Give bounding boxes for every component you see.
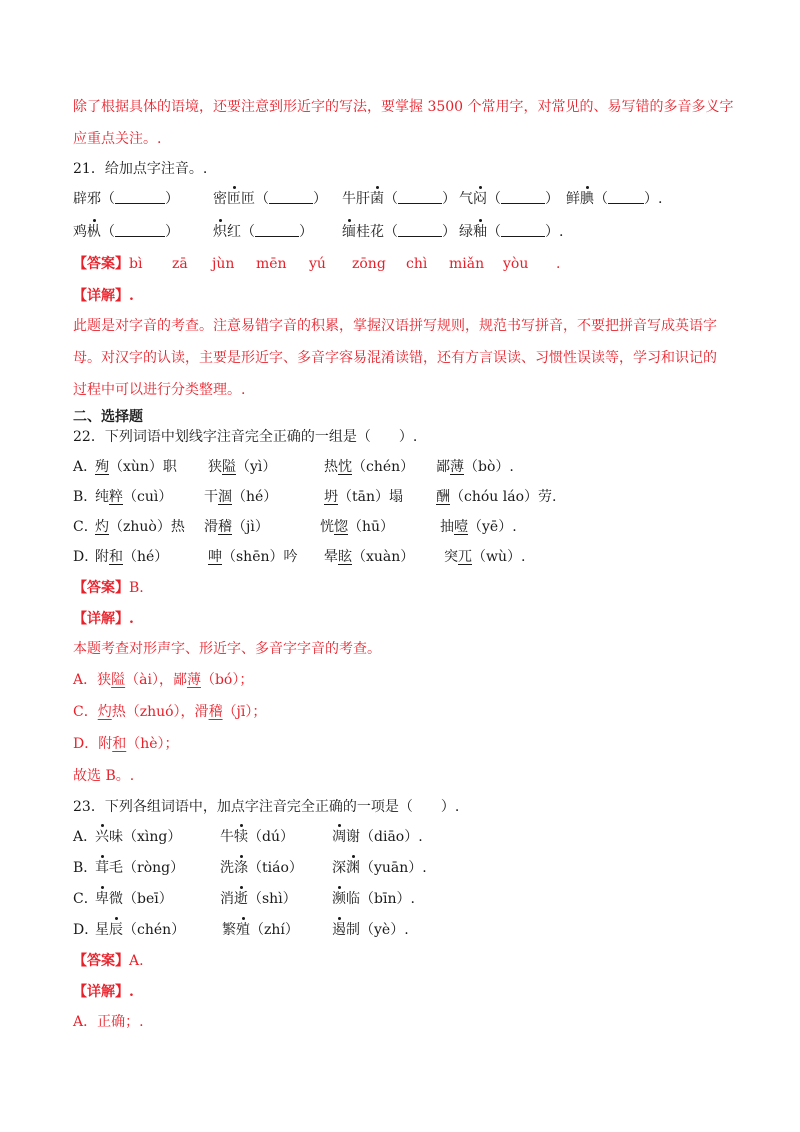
q21-item: 绿釉（ ）. xyxy=(459,224,564,240)
q22-option-c[interactable]: C． 灼（zhuò）热 滑稽（jì） 恍惚（hū） 抽噎（yē）. xyxy=(73,519,517,535)
answer-pinyin: chì xyxy=(406,256,428,272)
q21-detail-line-1: 此题是对字音的考查。注意易错字音的积累，掌握汉语拼写规则，规范书写拼音，不要把拼音写成英语字 xyxy=(73,318,717,334)
q21-item: 辟邪（ ） xyxy=(73,191,179,207)
answer-blank[interactable] xyxy=(398,224,442,237)
q21-stem: 21．给加点字注音。. xyxy=(73,161,208,177)
answer-pinyin: yú xyxy=(309,256,326,272)
intro-line-2: 应重点关注。. xyxy=(73,131,162,147)
q22-conclusion: 故选 B。. xyxy=(73,768,135,784)
q22-detail-a: A．狭隘（ài），鄙薄（bó）； xyxy=(73,672,254,688)
q23-detail-label: 【详解】. xyxy=(73,984,134,1000)
answer-pinyin: mēn xyxy=(256,256,287,272)
answer-blank[interactable] xyxy=(501,224,545,237)
answer-label: 【答案】 xyxy=(73,256,129,272)
option-label: A． xyxy=(73,459,98,475)
q23-stem: 23．下列各组词语中，加点字注音完全正确的一项是（ ）. xyxy=(73,799,460,815)
q22-answer xyxy=(73,578,144,598)
q23-option-c[interactable]: C． 卑微（beī） 消逝（shì） 濒临（bīn）. xyxy=(73,891,415,907)
answer-value: A. xyxy=(129,953,144,969)
q22-detail-intro: 本题考查对形声字、形近字、多音字字音的考查。 xyxy=(73,641,381,657)
q22-detail-d: D．附和（hè）； xyxy=(73,736,179,752)
q22-option-a[interactable]: A． 殉（xùn）职 狭隘（yì） 热忱（chén） 鄙薄（bò）. xyxy=(73,459,514,475)
q23-detail-a: A．正确；. xyxy=(73,1014,144,1030)
answer-blank[interactable] xyxy=(501,191,545,204)
q22-option-d[interactable]: D． 附和（hé） 呻（shēn）吟 晕眩（xuàn） 突兀（wù）. xyxy=(73,549,526,565)
answer-blank[interactable] xyxy=(115,191,165,204)
option-label: A． xyxy=(73,829,98,845)
q21-item: 鸡枞（ ） xyxy=(73,224,179,240)
answer-label: 【答案】 xyxy=(73,953,129,969)
answer-value: B. xyxy=(129,580,144,596)
q21-item: 缅桂花（ ） xyxy=(342,224,456,240)
answer-pinyin: bì xyxy=(129,256,143,272)
q21-answer xyxy=(73,254,743,274)
answer-pinyin: zā xyxy=(172,256,188,272)
answer-blank[interactable] xyxy=(269,191,313,204)
q21-detail-label: 【详解】. xyxy=(73,288,134,304)
q23-answer xyxy=(73,951,144,971)
section-heading: 二、选择题 xyxy=(73,409,143,425)
intro-line-1: 除了根据具体的语境，还要注意到形近字的写法，要掌握 3500 个常用字，对常见的、易写错的多音多义字 xyxy=(73,99,734,115)
q22-stem: 22．下列词语中划线字注音完全正确的一组是（ ）. xyxy=(73,429,418,445)
q22-option-b[interactable]: B． 纯粹（cuì） 干涸（hé） 坍（tān）塌 酬（chóu láo）劳. xyxy=(73,489,557,505)
q23-option-d[interactable]: D． 星辰（chén） 繁殖（zhí） 遏制（yè）. xyxy=(73,922,409,938)
q22-detail-label: 【详解】. xyxy=(73,611,134,627)
q22-detail-c: C．灼热（zhuó），滑稽（jī）； xyxy=(73,704,267,720)
answer-label: 【答案】 xyxy=(73,580,129,596)
option-label: D． xyxy=(73,549,99,565)
option-label: D． xyxy=(73,922,99,938)
q21-detail-line-2: 母。对汉字的认读，主要是形近字、多音字容易混淆读错，还有方言误读、习惯性误读等，学习和识记的 xyxy=(73,350,717,366)
answer-blank[interactable] xyxy=(255,224,299,237)
answer-pinyin: miǎn xyxy=(449,256,485,272)
q23-option-b[interactable]: B． 茸毛（ròng） 洗涤（tiáo） 深渊（yuān）. xyxy=(73,860,427,876)
option-label: B． xyxy=(73,489,98,505)
answer-pinyin: zōng xyxy=(352,256,386,272)
q21-detail-line-3: 过程中可以进行分类整理。. xyxy=(73,382,246,398)
answer-pinyin: yòu xyxy=(503,256,529,272)
q21-item: 鲜腆（ ）. xyxy=(566,191,663,207)
answer-blank[interactable] xyxy=(608,191,644,204)
q21-item: 牛肝菌（ ） xyxy=(342,191,456,207)
answer-blank[interactable] xyxy=(115,224,165,237)
option-label: C． xyxy=(73,519,98,535)
answer-blank[interactable] xyxy=(398,191,442,204)
option-label: C． xyxy=(73,891,98,907)
q21-item: 炽红（ ） xyxy=(213,224,313,240)
q21-item: 密匝匝（ ） xyxy=(213,191,327,207)
q21-item: 气闷（ ） xyxy=(459,191,559,207)
answer-pinyin: . xyxy=(556,256,561,272)
option-label: B． xyxy=(73,860,98,876)
q23-option-a[interactable]: A． 兴味（xìng） 牛犊（dú） 凋谢（diāo）. xyxy=(73,829,423,845)
answer-pinyin: jùn xyxy=(212,256,235,272)
